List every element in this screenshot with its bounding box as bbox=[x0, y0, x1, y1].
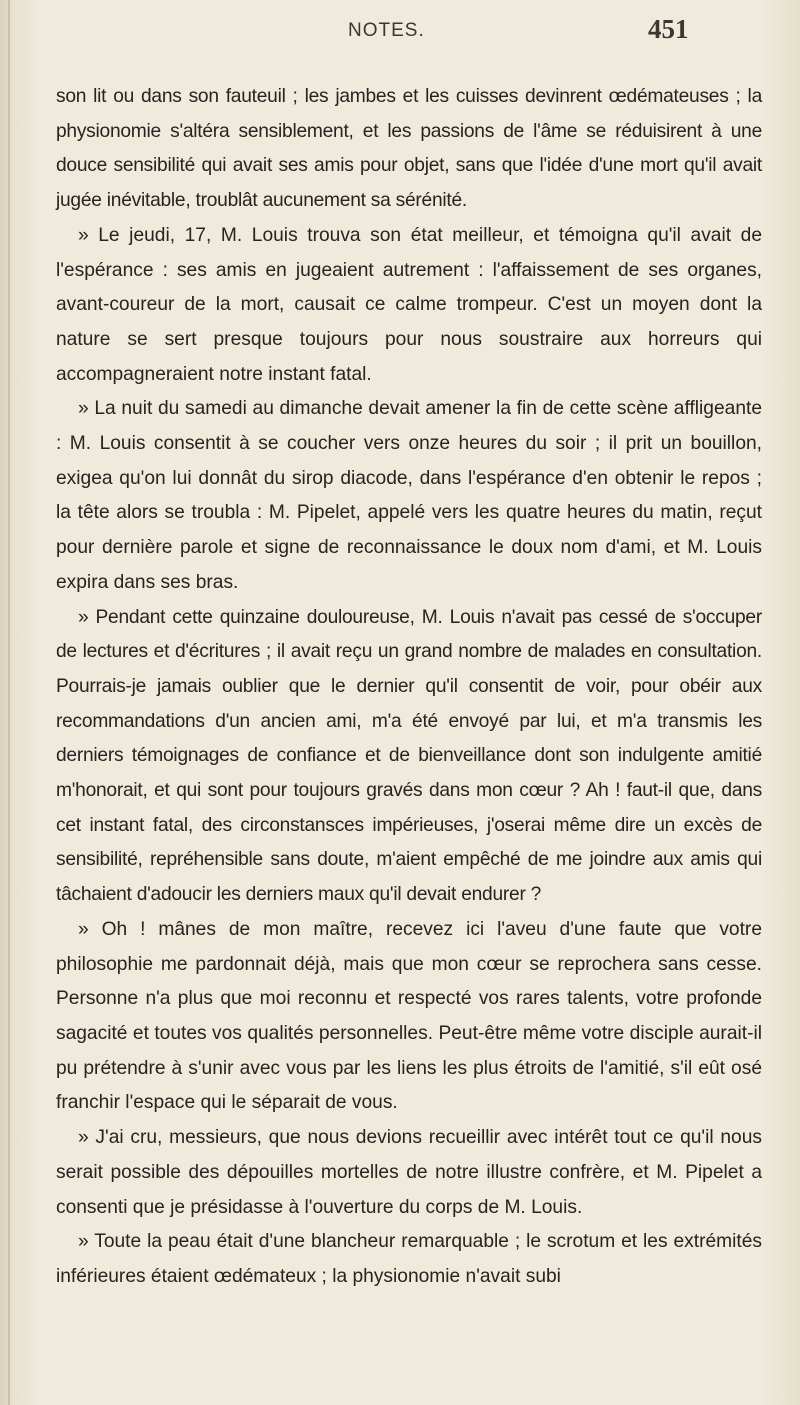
body-text bbox=[56, 80, 762, 1295]
page-gutter bbox=[8, 0, 10, 1405]
paragraph-2: » Le jeudi, 17, M. Louis trouva son état meilleur, et témoigna qu'il avait de l'espérance : ses amis en jugeaient autrement : l'affaissement de ses organes, avant-coureur de la mort, causait ce calme trompeur. C'est un moyen dont la nature se sert presque toujours pour nous soustraire aux horreurs qui accompagneraient notre instant fatal. bbox=[56, 224, 762, 385]
paragraph-7: » Toute la peau était d'une blancheur remarquable ; le scrotum et les extrémités inférieures étaient œdémateux ; la physionomie n'avait subi bbox=[56, 1231, 762, 1287]
paragraph-5: » Oh ! mânes de mon maître, recevez ici l'aveu d'une faute que votre philosophie me pardonnait déjà, mais que mon cœur se reprochera sans cesse. Personne n'a plus que moi reconnu et respecté vos rares talents, votre profonde sagacité et toutes vos qualités personnelles. Peut-être même votre disciple aurait-il pu prétendre à s'unir avec vous par les liens les plus étroits de l'amitié, s'il eût osé franchir l'espace qui le séparait de vous. bbox=[56, 918, 762, 1114]
paragraph-6: » J'ai cru, messieurs, que nous devions recueillir avec intérêt tout ce qu'il nous serait possible des dépouilles mortelles de notre illustre confrère, et M. Pipelet a consenti que je présidasse à l'ouverture du corps de M. Louis. bbox=[56, 1127, 762, 1218]
paragraph-4: » Pendant cette quinzaine douloureuse, M. Louis n'avait pas cessé de s'occuper de lectures et d'écritures ; il avait reçu un grand nombre de malades en consultation. Pourrais-je jamais oublier que le dernier qu'il consentit de voir, pour obéir aux recommandations d'un ancien ami, m'a été envoyé par lui, et m'a transmis les derniers témoignages de confiance et de bienveillance dont son indulgente amitié m'honorait, et qui sont pour toujours gravés dans mon cœur ? Ah ! faut-il que, dans cet instant fatal, des circonstansces impérieuses, j'oserai même dire un excès de sensibilité, repréhensible sans doute, m'aient empêché de me joindre aux amis qui tâchaient d'adoucir les derniers maux qu'il devait endurer ? bbox=[56, 606, 762, 906]
page-number: 451 bbox=[648, 14, 689, 44]
page-header bbox=[0, 14, 800, 54]
paragraph-1: son lit ou dans son fauteuil ; les jambes et les cuisses devinrent œdémateuses ; la physionomie s'altéra sensiblement, et les passions de l'âme se réduisirent à une douce sensibilité qui avait ses amis pour objet, sans que l'idée d'une mort qu'il avait jugée inévitable, troublât aucunement sa sérénité. bbox=[56, 86, 762, 212]
running-title: NOTES. bbox=[348, 20, 425, 41]
paragraph-3: » La nuit du samedi au dimanche devait amener la fin de cette scène affligeante : M. Louis consentit à se coucher vers onze heures du soir ; il prit un bouillon, exigea qu'on lui donnât du sirop diacode, dans l'espérance d'en obtenir le repos ; la tête alors se troubla : M. Pipelet, appelé vers les quatre heures du matin, reçut pour dernière parole et signe de reconnaissance le doux nom d'ami, et M. Louis expira dans ses bras. bbox=[56, 398, 762, 593]
